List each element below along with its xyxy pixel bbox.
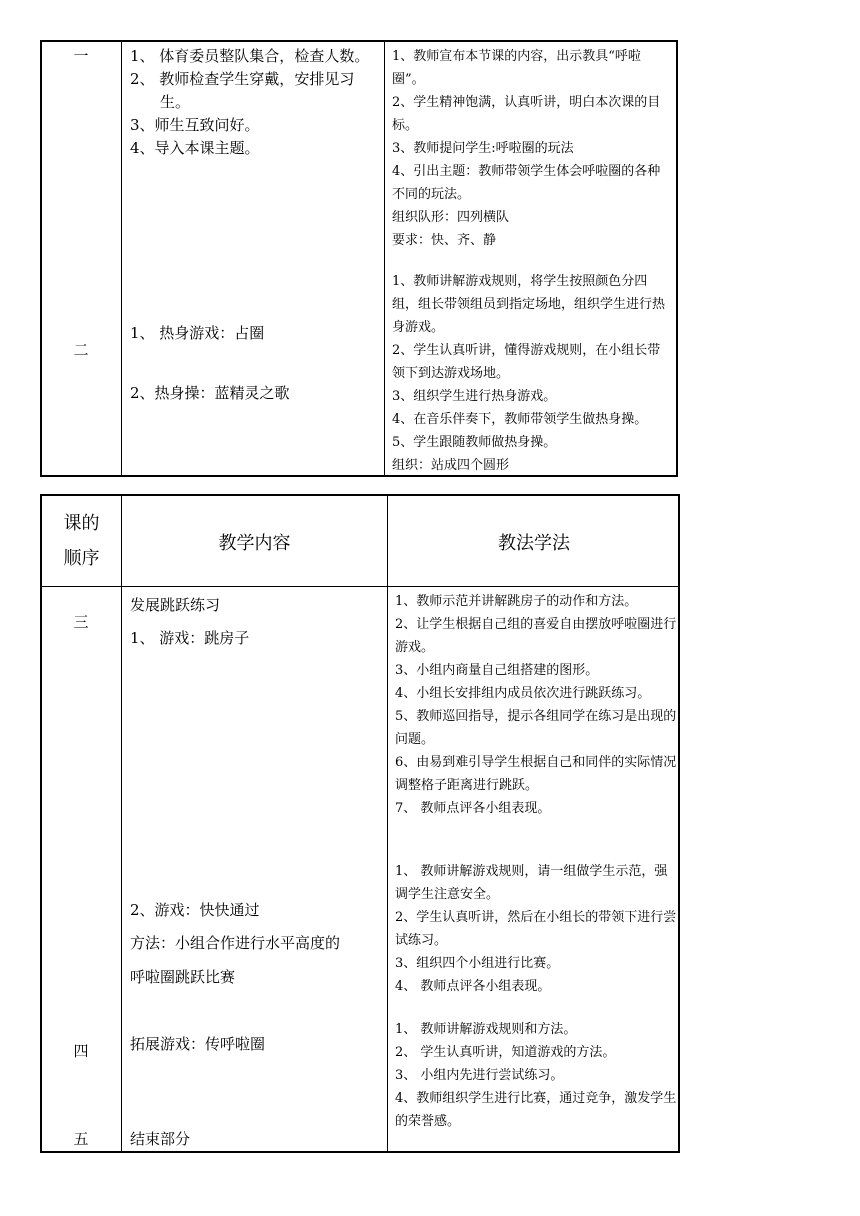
lesson-table-top [40,40,678,477]
content-item: 1、 体育委员整队集合，检查人数。 [130,47,370,65]
method-item: 7、 教师点评各小组表现。 [395,801,551,816]
content-section-1 [130,45,380,160]
method-item: 5、教师巡回指导，提示各组同学在练习是出现的问题。 [395,709,677,747]
sequence-4: 四 [73,1042,89,1060]
method-item: 2、学生认真听讲，懂得游戏规则，在小组长带领下到达游戏场地。 [392,343,661,381]
method-item: 6、由易到难引导学生根据自己和同伴的实际情况调整格子距离进行跳跃。 [395,755,677,793]
content-item-5: 结束部分 [130,1130,191,1148]
method-section-3a [395,590,677,820]
content-item: 1、 热身游戏：占圈 [130,324,265,342]
method-item: 2、 学生认真听讲，知道游戏的方法。 [395,1045,616,1060]
method-item: 4、引出主题：教师带领学生体会呼啦圈的各种不同的玩法。 [392,164,661,202]
method-item: 组织：站成四个圆形 [392,458,510,473]
column-divider [121,496,122,1151]
lesson-table-bottom [40,494,680,1153]
method-item: 1、 教师讲解游戏规则和方法。 [395,1022,577,1037]
sequence-1: 一 [73,47,89,65]
method-item: 3、组织学生进行热身游戏。 [392,389,557,404]
content-item-3-2: 2、游戏：快快通过 [130,901,260,919]
header-method: 教法学法 [498,533,570,554]
method-item: 3、教师提问学生:呼啦圈的玩法 [392,141,574,156]
method-item: 1、教师示范并讲解跳房子的动作和方法。 [395,594,638,609]
content-item: 3、师生互致问好。 [130,116,260,134]
method-item: 4、教师组织学生进行比赛，通过竞争，激发学生的荣誉感。 [395,1091,677,1129]
header-sequence [42,506,121,576]
content-item: 4、导入本课主题。 [130,139,260,157]
sequence-3: 三 [73,613,89,631]
content-method-3-line1: 方法：小组合作进行水平高度的 [130,934,341,952]
column-divider [387,496,388,1151]
sequence-2: 二 [73,341,89,359]
column-divider [384,42,385,475]
header-content: 教学内容 [218,533,291,554]
sequence-5: 五 [73,1130,89,1148]
content-item: 2、热身操：蓝精灵之歌 [130,384,290,402]
method-section-2 [392,270,672,477]
header-sequence-line1: 课的 [63,513,100,534]
content-section-2 [130,322,380,405]
header-divider [42,586,678,587]
method-item: 2、学生认真听讲，然后在小组长的带领下进行尝试练习。 [395,910,677,948]
method-item: 1、教师宣布本节课的内容，出示教具“呼啦圈”。 [392,49,641,87]
method-section-3b [395,860,677,998]
method-item: 2、学生精神饱满，认真听讲，明白本次课的目标。 [392,95,661,133]
method-item: 3、 小组内先进行尝试练习。 [395,1068,564,1083]
content-item-3-1: 1、 游戏：跳房子 [130,629,250,647]
method-item: 1、教师讲解游戏规则，将学生按照颜色分四组，组长带领组员到指定场地，组织学生进行热身游戏。 [392,274,666,335]
method-section-1 [392,45,672,252]
method-item: 5、学生跟随教师做热身操。 [392,435,557,450]
content-item-4: 拓展游戏：传呼啦圈 [130,1035,266,1053]
content-item: 2、 教师检查学生穿戴，安排见习生。 [130,70,355,111]
content-method-3-line2: 呼啦圈跳跃比赛 [130,968,236,986]
method-item: 3、组织四个小组进行比赛。 [395,956,560,971]
method-item: 组织队形：四列横队 [392,210,510,225]
method-item: 1、 教师讲解游戏规则，请一组做学生示范，强调学生注意安全。 [395,864,668,902]
column-divider [121,42,122,475]
content-title-3: 发展跳跃练习 [130,596,221,614]
method-item: 4、在音乐伴奏下，教师带领学生做热身操。 [392,412,648,427]
method-item: 要求：快、齐、静 [392,233,497,248]
method-item: 3、小组内商量自己组搭建的图形。 [395,663,599,678]
method-section-4 [395,1018,677,1133]
method-item: 4、 教师点评各小组表现。 [395,979,551,994]
method-item: 4、小组长安排组内成员依次进行跳跃练习。 [395,686,651,701]
method-item: 2、让学生根据自己组的喜爱自由摆放呼啦圈进行游戏。 [395,617,677,655]
header-sequence-line2: 顺序 [63,548,100,569]
